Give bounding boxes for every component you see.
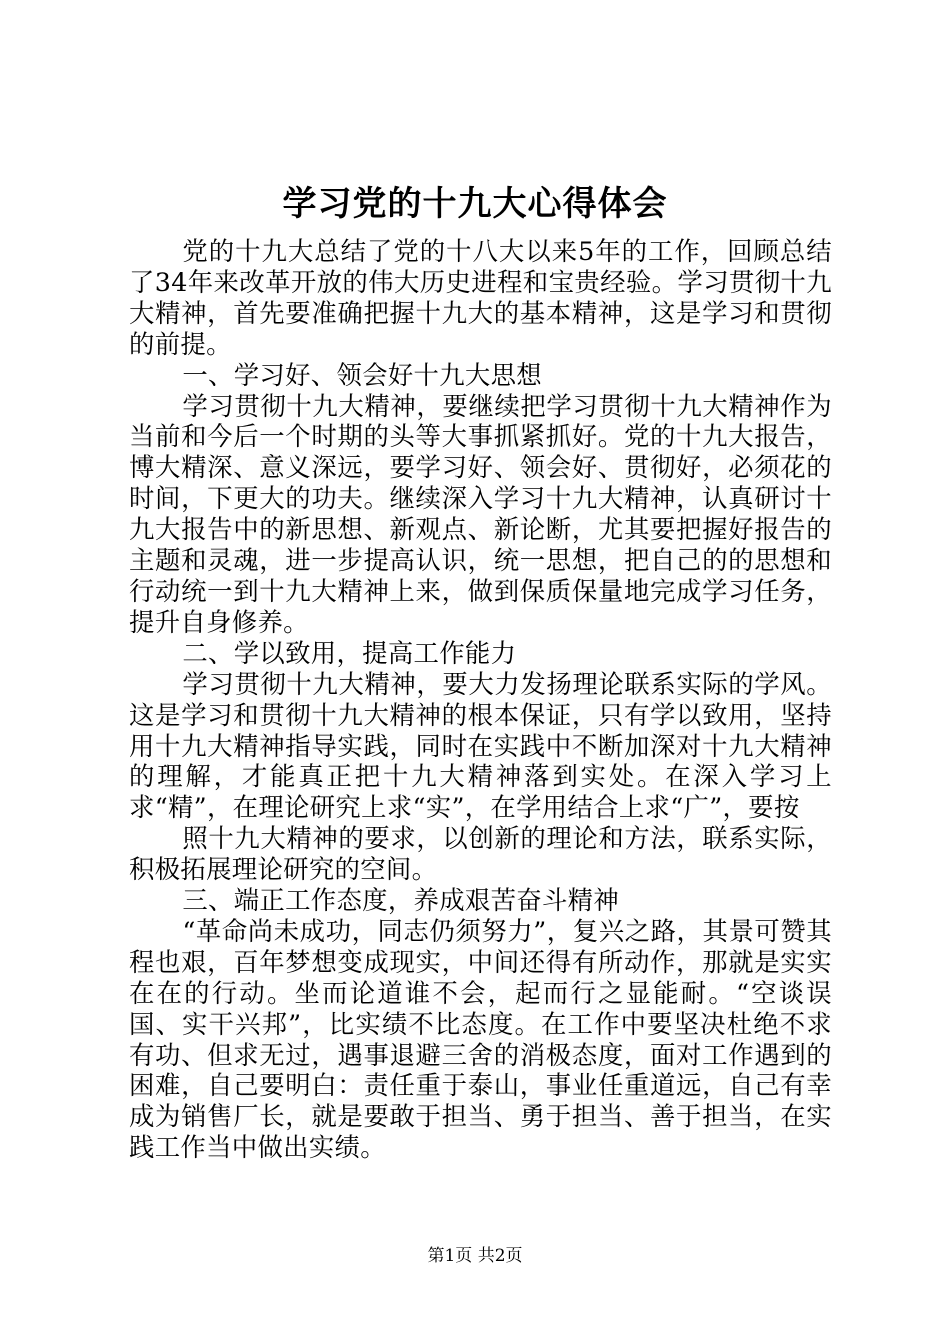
paragraph-intro: 党的十九大总结了党的十八大以来5年的工作，回顾总结了34年来改革开放的伟大历史进程和宝贵经验。学习贯彻十九大精神，首先要准确把握十九大的基本精神，这是学习和贯彻的前提。	[129, 236, 832, 359]
paragraph-section-3: “革命尚未成功，同志仍须努力”，复兴之路，其景可赞其程也艰，百年梦想变成现实，中间还得有所动作，那就是实实在在的行动。坐而论道谁不会，起而行之显能耐。“空谈误国、实干兴邦”，比实绩不比态度。在工作中要坚决杜绝不求有功、但求无过，遇事退避三舍的消极态度，面对工作遇到的困难，自己要明白：责任重于泰山，事业任重道远，自己有幸成为销售厂长，就是要敢于担当、勇于担当、善于担当，在实践工作当中做出实绩。	[129, 915, 832, 1163]
document-body	[129, 236, 832, 1163]
document-title: 学习党的十九大心得体会	[282, 184, 668, 224]
section-heading-2: 二、学以致用，提高工作能力	[182, 637, 517, 668]
section-heading-1: 一、学习好、领会好十九大思想	[182, 359, 542, 390]
section-heading-3: 三、端正工作态度，养成艰苦奋斗精神	[182, 885, 620, 916]
paragraph-section-1: 学习贯彻十九大精神，要继续把学习贯彻十九大精神作为当前和今后一个时期的头等大事抓紧抓好。党的十九大报告，博大精深、意义深远，要学习好、领会好、贯彻好，必须花的时间，下更大的功夫。继续深入学习十九大精神，认真研讨十九大报告中的新思想、新观点、新论断，尤其要把握好报告的主题和灵魂，进一步提高认识，统一思想，把自己的的思想和行动统一到十九大精神上来，做到保质保量地完成学习任务，提升自身修养。	[129, 390, 832, 637]
paragraph-section-2a: 学习贯彻十九大精神，要大力发扬理论联系实际的学风。这是学习和贯彻十九大精神的根本保证，只有学以致用，坚持用十九大精神指导实践，同时在实践中不断加深对十九大精神的理解，才能真正把十九大精神落到实处。在深入学习上求“精”，在理论研究上求“实”，在学用结合上求“广”，要按	[129, 668, 832, 823]
paragraph-section-2b: 照十九大精神的要求，以创新的理论和方法，联系实际，积极拓展理论研究的空间。	[129, 823, 832, 885]
page-footer: 第1页 共2页	[427, 1246, 523, 1266]
